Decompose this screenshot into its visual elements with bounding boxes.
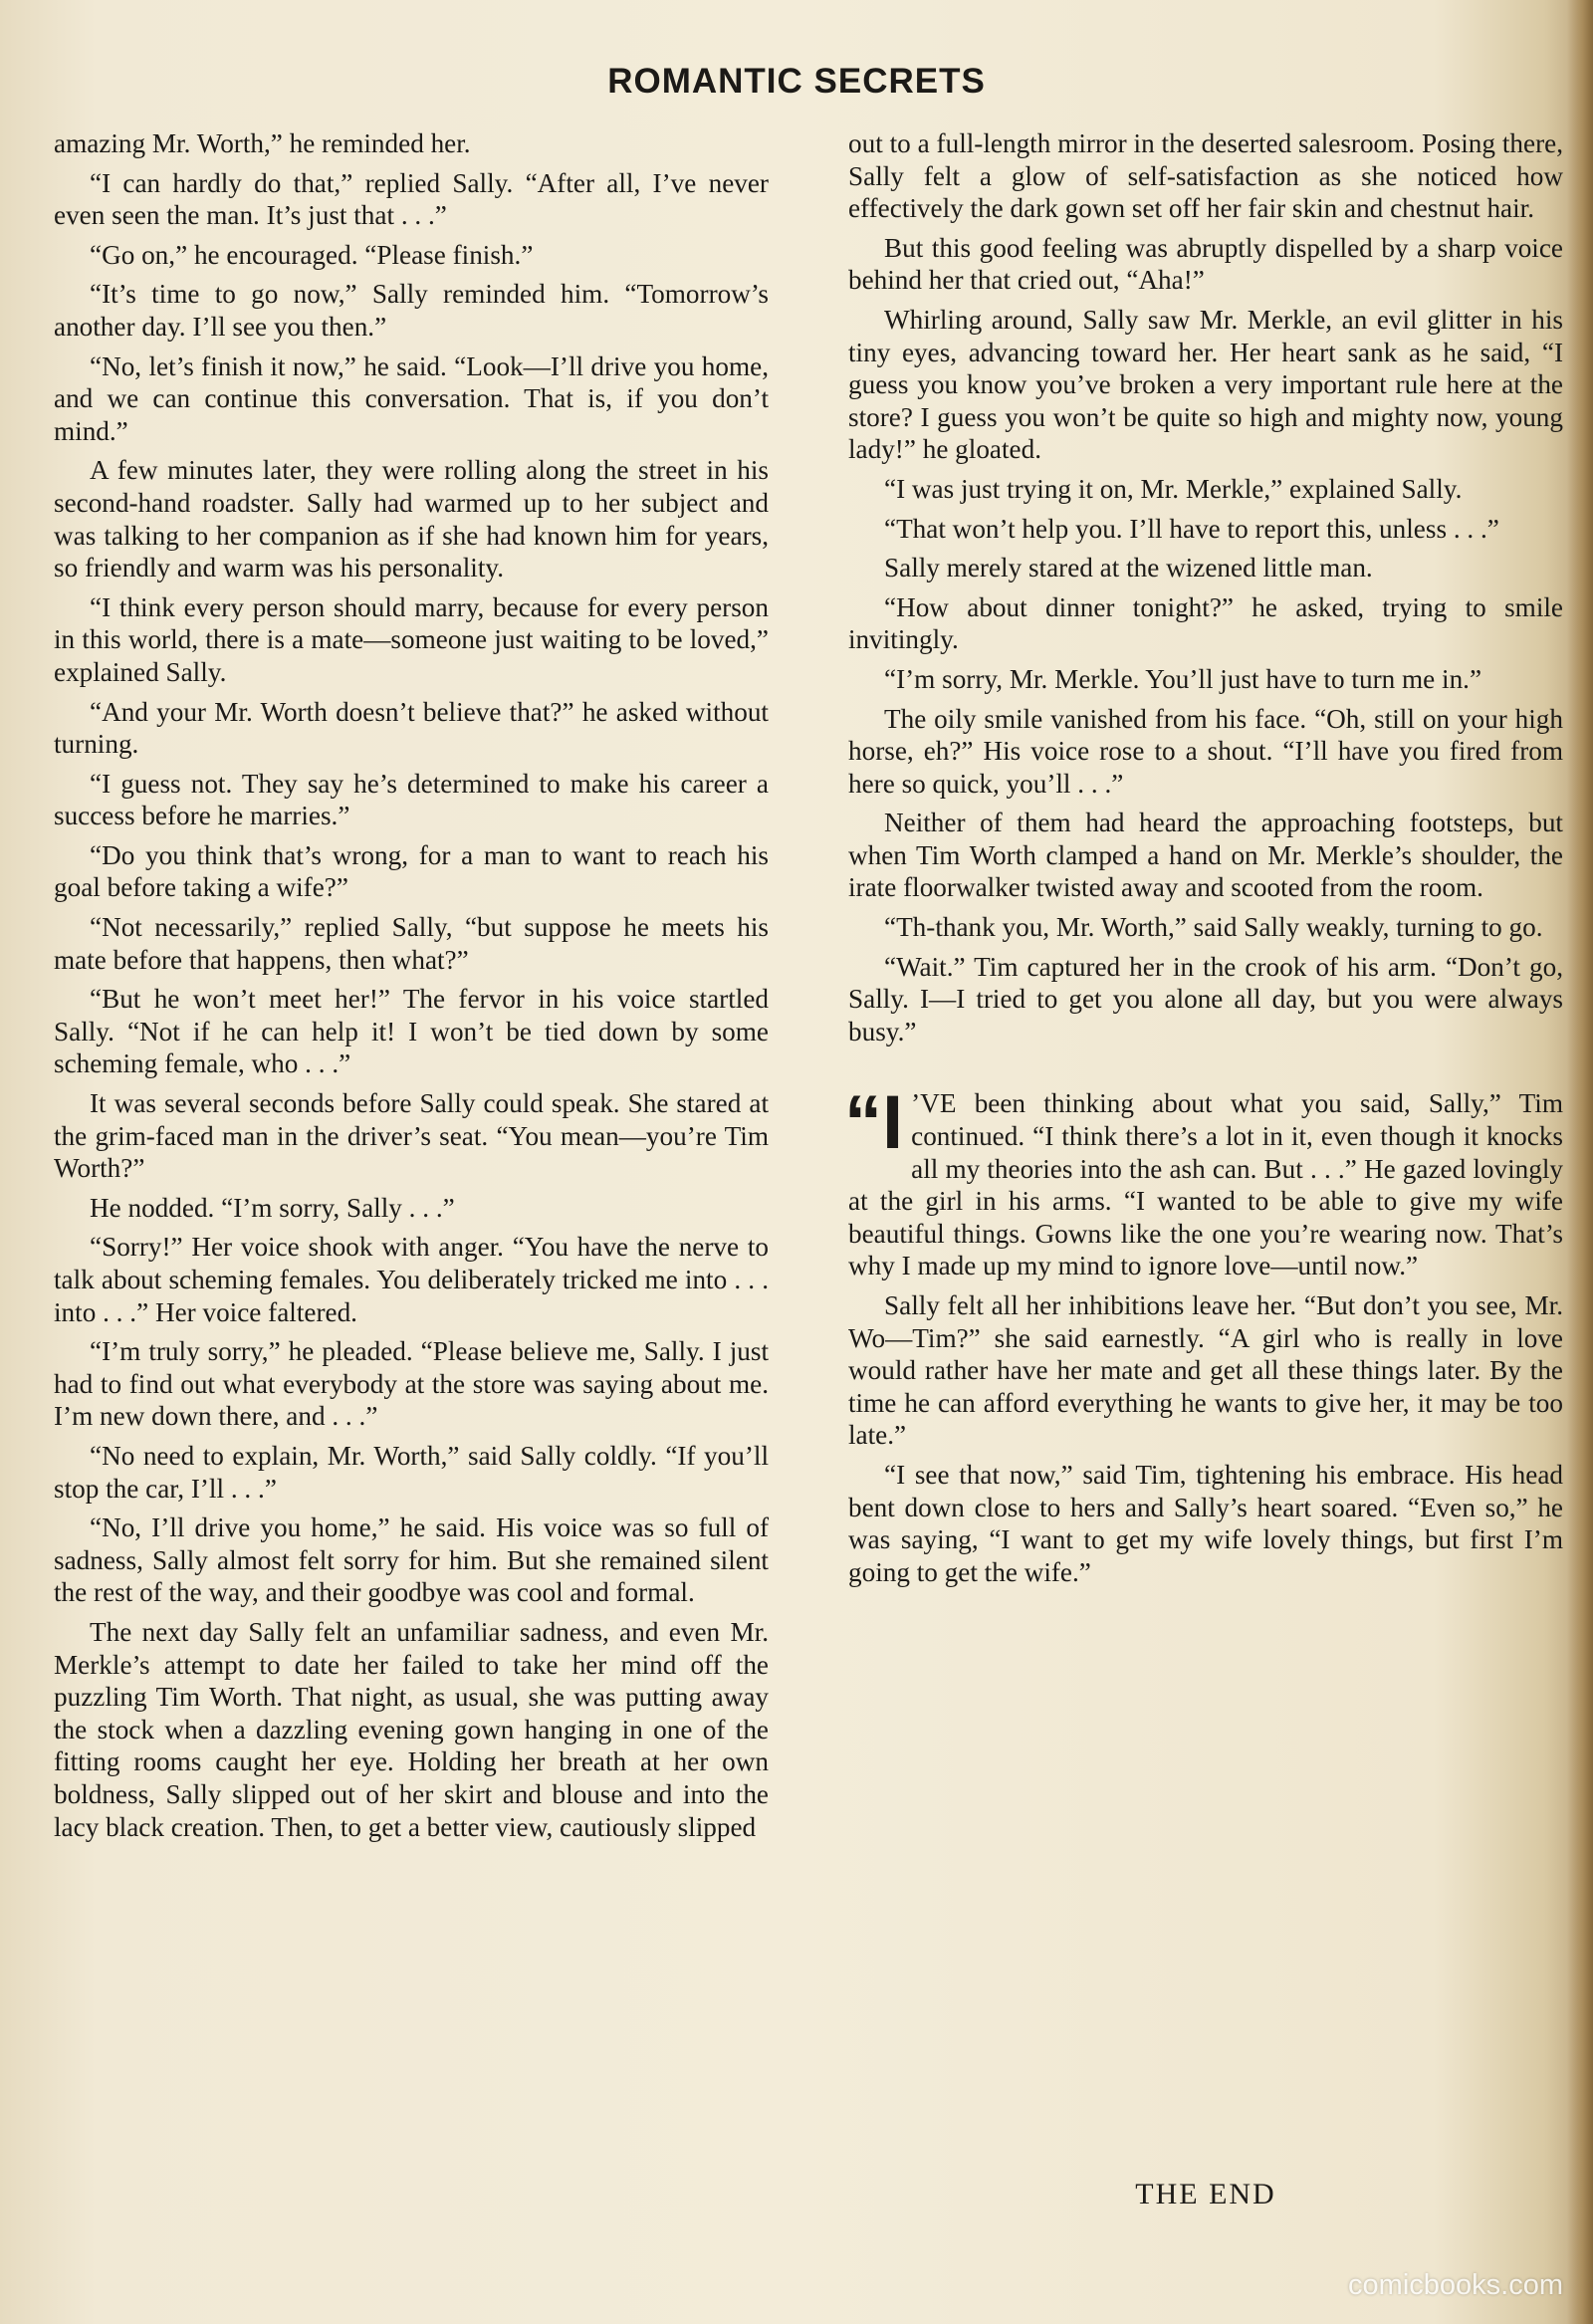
paragraph: “I can hardly do that,” replied Sally. “After all, I’ve never even seen the man. It’s just that . . .”: [54, 167, 769, 231]
right-column-top: [848, 127, 1563, 1047]
paragraph: “Not necessarily,” replied Sally, “but suppose he meets his mate before that happens, then what?”: [54, 912, 769, 975]
paragraph: “That won’t help you. I’ll have to report this, unless . . .”: [884, 513, 1499, 544]
paragraph: out to a full-length mirror in the deserted salesroom. Posing there, Sally felt a glow of self-satisfaction as she noticed how effectively the dark gown set off her fair skin and chestnut hair.: [848, 128, 1563, 224]
paragraph: “I think every person should marry, because for every person in this world, there is a mate—someone just waiting to be loved,” explained Sally.: [54, 591, 769, 687]
paragraph: Sally felt all her inhibitions leave her. “But don’t you see, Mr. Wo—Tim?” she said earnestly. “A girl who is really in love would rather have her mate and get all these things later. By the time he can afford everything he wants to give her, it may be too late.”: [848, 1290, 1563, 1451]
watermark: comicbooks.com: [1348, 2269, 1563, 2301]
right-column-end: [848, 1289, 1563, 1588]
paragraph: “I was just trying it on, Mr. Merkle,” explained Sally.: [884, 473, 1463, 504]
paragraph: “No, let’s finish it now,” he said. “Look—I’ll drive you home, and we can continue this conversation. That is, if you don’t mind.”: [54, 350, 769, 446]
paragraph: “It’s time to go now,” Sally reminded him. “Tomorrow’s another day. I’ll see you then.”: [54, 279, 769, 342]
dropcap-paragraph-text: ’VE been thinking about what you said, Sally,” Tim continued. “I think there’s a lot in it, even though it knocks all my theories into the ash can. But . . .” He gazed lovingly at the girl in his arms. “I wanted to be able to give my wife beautiful things. Gowns like the one you’re wearing now. That’s why I made up my mind to ignore love—until now.”: [848, 1088, 1563, 1281]
paragraph: amazing Mr. Worth,” he reminded her.: [54, 128, 471, 158]
right-column: [844, 127, 1563, 1588]
paragraph: “But he won’t meet her!” The fervor in his voice startled Sally. “Not if he can help it! I won’t be tied down by some scheming female, who . . .”: [54, 984, 769, 1079]
paragraph: “Wait.” Tim captured her in the crook of his arm. “Don’t go, Sally. I—I tried to get you alone all day, but you were always busy.”: [848, 951, 1563, 1046]
the-end: THE END: [1135, 2178, 1276, 2210]
paragraph: “I see that now,” said Tim, tightening his embrace. His head bent down close to hers and Sally’s heart soared. “Even so,” he was saying, “I want to get my wife lovely things, but first I’m going to get the wife.”: [848, 1459, 1563, 1587]
paragraph: “Go on,” he encouraged. “Please finish.”: [90, 239, 534, 270]
drop-cap: “I: [844, 1080, 904, 1166]
paragraph: “I’m truly sorry,” he pleaded. “Please believe me, Sally. I just had to find out what everybody at the store was saying about me. I’m new down there, and . . .”: [54, 1336, 769, 1432]
paragraph: Neither of them had heard the approaching footsteps, but when Tim Worth clamped a hand on Mr. Merkle’s shoulder, the irate floorwalker twisted away and scooted from the room.: [848, 808, 1563, 903]
paragraph: But this good feeling was abruptly dispelled by a sharp voice behind her that cried out, “Aha!”: [848, 232, 1563, 296]
paragraph: The oily smile vanished from his face. “Oh, still on your high horse, eh?” His voice rose to a shout. “I’ll have you fired from here so quick, you’ll . . .”: [848, 703, 1563, 799]
paragraph: Whirling around, Sally saw Mr. Merkle, an evil glitter in his tiny eyes, advancing toward her. Her heart sank as he said, “I guess you know you’ve broken a very important rule here at the store? I guess you won’t be quite so high and mighty now, young lady!” he gloated.: [848, 304, 1563, 465]
paragraph: “How about dinner tonight?” he asked, trying to smile invitingly.: [848, 591, 1563, 655]
paragraph: It was several seconds before Sally could speak. She stared at the grim-faced man in the driver’s seat. “You mean—you’re Tim Worth?”: [54, 1088, 769, 1184]
paragraph: “I’m sorry, Mr. Merkle. You’ll just have to turn me in.”: [884, 663, 1482, 694]
running-head: ROMANTIC SECRETS: [607, 62, 986, 101]
paragraph: A few minutes later, they were rolling along the street in his second-hand roadster. Sally had warmed up to her subject and was talking to her companion as if she had known him for years, so friendly and warm was his personality.: [54, 455, 769, 583]
paragraph: The next day Sally felt an unfamiliar sadness, and even Mr. Merkle’s attempt to date her failed to take her mind off the puzzling Tim Worth. That night, as usual, she was putting away the stock when a dazzling evening gown hanging in one of the fitting rooms caught her eye. Holding her breath at her own boldness, Sally slipped out of her skirt and blouse and into the lacy black creation. Then, to get a better view, cautiously slipped: [54, 1616, 769, 1842]
paragraph: Sally merely stared at the wizened little man.: [884, 553, 1373, 583]
paragraph: He nodded. “I’m sorry, Sally . . .”: [90, 1192, 455, 1223]
paragraph: “I guess not. They say he’s determined to make his career a success before he marries.”: [54, 768, 769, 831]
paragraph: “Th-thank you, Mr. Worth,” said Sally weakly, turning to go.: [884, 912, 1543, 943]
dropcap-paragraph: [844, 1080, 1563, 1282]
left-column: [54, 127, 769, 1843]
paragraph: “Sorry!” Her voice shook with anger. “You have the nerve to talk about scheming females. You deliberately tricked me into . . . into . . .” Her voice faltered.: [54, 1232, 769, 1327]
paragraph: “No, I’ll drive you home,” he said. His voice was so full of sadness, Sally almost felt sorry for him. But she remained silent the rest of the way, and their goodbye was cool and formal.: [54, 1512, 769, 1608]
paragraph: “No need to explain, Mr. Worth,” said Sally coldly. “If you’ll stop the car, I’ll . . .”: [54, 1440, 769, 1504]
paragraph: “And your Mr. Worth doesn’t believe that?” he asked without turning.: [54, 696, 769, 760]
paragraph: “Do you think that’s wrong, for a man to want to reach his goal before taking a wife?”: [54, 839, 769, 903]
page-spine-shadow: [1567, 0, 1593, 2324]
